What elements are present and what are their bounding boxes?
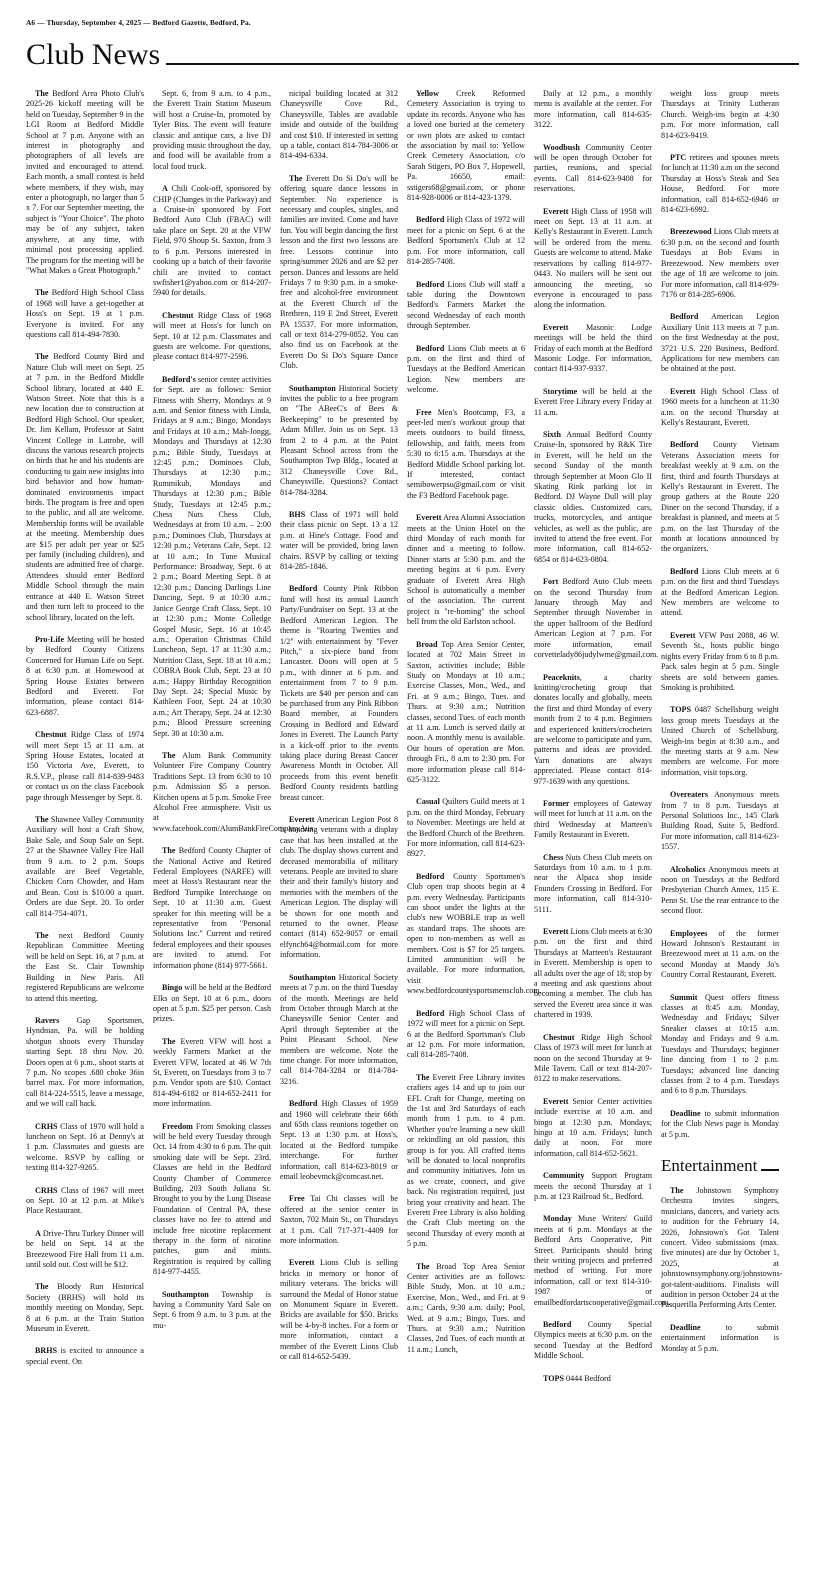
notice-text: Ridge Class of 1974 will meet Sept 15 at 11 a.m. at Spring House Estates, located at 150 Victoria Ave, Everett, to R.S.V.P., please call 814-839-9483 or contact us on the class Facebook page through Messenger by Sept. 8. — [26, 730, 144, 802]
notice-text: Chili Cook-off, sponsored by CHIP (Changes in the Parkway) and a Cruise-in sponsored by Fort Bedford Auto Club (FBAC) will take place on Sept. 20 at the VFW Field, 970 Shoup St. Saxton, from 3 to 6 p.m. Persons interested in cooking up a batch of their favorite chili are invited to contact swfisher1@yahoo.com or 814-207-5940 for details. — [153, 184, 271, 298]
entertainment-title: Entertainment — [661, 1155, 758, 1175]
club-notice — [661, 631, 779, 693]
club-notice — [26, 1016, 144, 1110]
notice-lead: Storytime — [543, 386, 578, 396]
notice-lead: The — [289, 173, 303, 183]
notice-lead: Bingo — [162, 983, 183, 993]
notice-text: Quilters Guild meets at 1 p.m. on the third Monday, February to November. Meetings are held at the Bedford Church of the Brethren. For more information, call 814-623-8927. — [407, 797, 525, 859]
club-notice — [407, 344, 525, 396]
notice-text: Creek Reformed Cemetery Association is trying to update its records. Anyone who has a loved one buried at the cemetery or own plots are asked to contact the association by mail to: Yellow Creek Cemetery Association, c/o Sarah Stigers, PO Box 7, Hopewell, Pa. 16650, email: sstigers68@gmail.com, or phone 814-928-0006 or 814-423-1379. — [407, 89, 525, 203]
notice-text: American Legion Auxiliary Unit 113 meets at 7 p.m. on the first Wednesday at the post, 3721 U.S. 220 Business, Bedford. Applications for new members can be obtained at the post. — [661, 312, 779, 374]
notice-lead: The — [162, 846, 176, 856]
club-notice — [534, 853, 652, 915]
notice-lead: Former — [543, 798, 570, 808]
club-notice — [26, 288, 144, 340]
notice-text: 0444 Bedford — [564, 1373, 611, 1383]
notice-lead: Woodbush — [543, 142, 580, 152]
notice-lead: The — [162, 750, 176, 760]
notice-lead: TOPS — [543, 1373, 564, 1383]
club-notice — [26, 89, 144, 276]
club-notice — [661, 1323, 779, 1354]
notice-lead: Chestnut — [162, 310, 194, 320]
notice-text: From Smoking classes will be held every Tuesday through Oct. 14 from 4:30 to 6 p.m. The quit smoking date will be Sept. 23rd. Classes are held in the Bedford County Chamber of Commerce Building, 203 South Juliana St. Brought to you by the Lung Disease Foundation of Central PA, these classes have no fee to attend and include free nicotine replacement therapy in the form of nicotine patches, gum and mints. Registration is required by calling 814-977-4455. — [153, 1121, 271, 1277]
notice-lead: CRHS — [35, 1185, 58, 1195]
notice-text: Bedford Area Photo Club's 2025-26 kickoff meeting will be held on Tuesday, September 9 in the LGI Room at Bedford Middle School at 7 p.m. Anyone with an interest in photography and photographers of all levels are invited and encouraged to attend. Each month, a small contest is held where members, if they wish, may enter a photograph, no larger than 5 x 7. For our September meeting, the subject is "Your Choice". The photo may be of any subject, taken anywhere, at any time, with minimal post processing applied. The program for the meeting will be "What Makes a Great Photograph." — [26, 89, 144, 275]
club-notice — [26, 730, 144, 803]
notice-lead: Southampton — [289, 383, 336, 393]
notice-text: Tai Chi classes will be offered at the senior center in Saxton, 702 Main St., on Thursdays at 1 p.m. Call 717-371-4409 for more information. — [280, 1194, 398, 1246]
notice-lead: A — [162, 184, 168, 194]
notice-text: is excited to announce a special event. On — [26, 1346, 144, 1366]
notice-text: Lions Club meets at 6 p.m. on the first and third of Tuesdays at the Bedford American Legion. New members are welcome. — [407, 343, 525, 395]
club-notice — [153, 89, 271, 172]
notice-text: Historical Society meets at 7 p.m. on the third Tuesday of the month. Meetings are held from October through March at the Chaneysville Senior Center and April through September at the Point Pleasant School. New members are welcome. Note the time change. For more information, call 814-784-3284 or 814-784-3216. — [280, 972, 398, 1086]
notice-text: employees of Gateway will meet for lunch at 11 a.m. on the third Wednesday at Marteen's Family Restaurant in Everett. — [534, 798, 652, 840]
notice-lead: BHS — [289, 510, 306, 520]
club-notice — [661, 929, 779, 981]
notice-text: High Classes of 1959 and 1960 will celebrate their 66th and 65th class reunions together on Sept. 13 at 1:30 p.m. at Hoss's, located at the Bedford turnpike interchange. For further information, call 814-623-8019 or email leobevmck@comcast.net. — [280, 1099, 398, 1181]
notice-lead: Bedford — [670, 312, 699, 322]
notice-lead: The — [35, 352, 49, 362]
notice-text: of the former Howard Johnson's Restaurant in Breezewood meet at 11 a.m. on the second Monday at Mandy Jo's Country Corral Restaurant, Everett. — [661, 928, 779, 980]
club-notice — [534, 207, 652, 311]
notice-lead: Monday — [543, 1214, 572, 1224]
club-notice — [661, 1185, 783, 1311]
club-notice — [153, 1037, 271, 1110]
notice-lead: Southampton — [289, 972, 336, 982]
notice-lead: Sixth — [543, 429, 561, 439]
notice-lead: A — [35, 1228, 41, 1238]
notice-text: Meeting will be hosted by Bedford County Citizens Concerned for Human Life on Sept. 8 at 6:30 p.m. at Homewood at Spring House Estates between Bedford and Everett. For information, please contact 814-623-6887. — [26, 634, 144, 717]
notice-lead: Yellow — [416, 89, 439, 98]
notice-lead: TOPS — [670, 705, 691, 715]
notice-lead: Chess — [543, 852, 564, 862]
club-notice — [153, 375, 271, 739]
notice-lead: Bedford — [416, 1008, 445, 1018]
club-notice — [153, 846, 271, 971]
notice-lead: Everett — [543, 927, 569, 937]
notice-lead: Breezewood — [670, 227, 712, 237]
notice-text: Class of 1970 will hold a luncheon on Sept. 16 at Denny's at 1 p.m. Classmates and guests are welcome. RSVP by calling or texting 814-327-9265. — [26, 1121, 144, 1173]
notice-text: Nuts Chess Club meets on Saturdays from 10 a.m. to 1 p.m. near the Alpaca shop inside Founders Crossing in Bedford. For more information, call 814-310-5111. — [534, 852, 652, 914]
club-notice — [26, 815, 144, 919]
notice-lead: Everett — [543, 322, 569, 332]
notice-lead: Free — [416, 407, 432, 417]
column-5 — [534, 89, 671, 1583]
club-notice — [661, 865, 779, 917]
club-notice — [661, 790, 779, 852]
club-notice — [534, 1214, 671, 1308]
club-notice — [407, 513, 525, 627]
club-notice — [661, 440, 779, 554]
notice-lead: BRHS — [35, 1346, 58, 1356]
notice-text: weight loss group meets Thursdays at Trinity Lutheran Church. Weigh-ins begin at 4:30 p.m. For more information, call 814-623-9419. — [661, 89, 779, 140]
club-notice — [534, 1374, 652, 1384]
club-notice — [534, 577, 659, 660]
notice-lead: Everett — [289, 815, 315, 824]
club-notice — [407, 640, 525, 786]
notice-lead: Bedford — [670, 440, 699, 450]
notice-text: Lions Club will staff a table during the Downtown Bedford's Farmers Market the second Wednesday of each month through September. — [407, 279, 525, 331]
entertainment-header — [661, 1156, 779, 1176]
notice-text: Senior Center activities include exercise at 10 a.m. and bingo at 12:30 p.m. Mondays; bingo at 10 a.m. Fridays; lunch daily at noon. For more information, call 814-652-5621. — [534, 1096, 652, 1158]
notice-lead: Bedford — [416, 215, 445, 225]
notice-text: Bedford High School Class of 1968 will have a get-together at Hoss's on Sept. 19 at 1 p.m. Everyone is invited. For any questions call 814-494-7830. — [26, 288, 144, 339]
notice-text: Alum Bank Community Volunteer Fire Company Country Traditions Sept. 13 from 6:30 to 10 p.m. Admission $5 a person. Kitchen opens at 5 p.m. Smoke Free Alcohol Free atmosphere. Visit us at www.facebook.com/AlumBankFireCompanyAux. — [153, 750, 316, 833]
club-notice — [661, 227, 779, 300]
club-notice — [153, 184, 271, 298]
club-notice — [534, 430, 652, 565]
club-notice — [534, 927, 652, 1021]
notice-lead: The — [162, 1036, 176, 1046]
club-notice — [153, 1122, 271, 1278]
club-notice — [280, 584, 398, 803]
notice-lead: Casual — [416, 797, 440, 807]
notice-text: will be held at the Everett Free Library every Friday at 11 a.m. — [534, 386, 652, 417]
club-notice — [26, 1282, 144, 1334]
notice-lead: The — [35, 288, 49, 298]
notice-text: , a charity knitting/crocheting group that donates locally and globally, meets the first and third Monday of every month from 2 to 4 p.m. Beginners and experienced knitters/crocheters are welcome to participate and yarn, patterns and ideas are provided. Yarn donations are always appreciated. Please contact 814-977-1639 with any questions. — [534, 672, 652, 786]
notice-text: County Pink Ribbon fund will host its annual Launch Party/Fundraiser on Sept. 13 at the Bedford American Legion. The theme is "Roaring Twenties and 1/2" with entertainment by "Fever Pitch," a six-piece band from Lancaster. Doors will open at 5 p.m., with dinner at 6 p.m. and entertainment from 7 to 9 p.m. Tickets are $40 per person and can be purchased from any Pink Ribbon Board member, at Founders Crossing in Bedford and Edward Jones in Everett. The Launch Party is a kick-off prior to the events taking place during Breast Cancer Awareness Month in October. All proceeds from this event benefit Bedford County residents battling breast cancer. — [280, 584, 398, 802]
notice-text: Bedford County Chapter of the National Active and Retired Federal Employees (NARFE) will meet at Hoss's Restaurant near the Bedford Turnpike Interchange on Sept. 10 at 11:30 a.m. Guest speaker for this meeting will be a representative from "Personal Solutions Inc." Current and retired federal employees and their spouses are invited to attend. For information phone (814) 977-5661. — [153, 846, 271, 970]
section-header — [26, 31, 799, 71]
notice-lead: Bedford's — [162, 374, 196, 384]
notice-lead: Alcoholics — [670, 864, 706, 874]
notice-lead: Free — [289, 1194, 305, 1204]
notice-text: Historical Society invites the public to a free program on "The ABeeC's of Bees & Beekeeping" to be presented by Adam Miller. Join us on Sept. 13 from 2 to 4 p.m. at the Point Pleasant School across from the Southampton Twp Bldg., located at 312 Chaneysville Cove Rd., Chaneysville. Questions? Contact 814-784-3284. — [280, 383, 398, 497]
notice-text: Anonymous meets at noon on Tuesdays at the Bedford Presbyterian Church Annex, 115 E. Penn St. Use the rear entrance to the second floor. — [661, 864, 779, 916]
notice-text: High School Class of 1960 meets for a luncheon at 11:30 a.m. on the second Thursday at Kelly's Restaurant, Everett. — [661, 386, 779, 427]
notice-lead: Fort — [543, 577, 559, 587]
club-notice — [661, 567, 779, 619]
club-notice — [534, 1171, 652, 1202]
club-notice — [153, 1290, 271, 1332]
notice-text: High Class of 1972 will meet for a picnic on Sept. 6 at the Bedford Sportsmen's Club at 12 p.m. For more information, call 814-285-7408. — [407, 215, 525, 267]
notice-lead: The — [35, 1282, 49, 1292]
notice-lead: Bedford — [416, 871, 445, 881]
notice-text: Lions Club meets at 6 p.m. on the first and third Tuesdays at the Bedford American Legion. New members are welcome to attend. — [661, 566, 779, 618]
notice-lead: PTC — [670, 153, 687, 163]
notice-lead: Bedford — [416, 279, 445, 289]
column-3 — [280, 89, 398, 1583]
notice-text: Bedford County Bird and Nature Club will meet on Sept. 25 at 7 p.m. in the Bedford Middle School library, located at 440 E. Watson Street. Note that this is a new location due to construction at Bedford High School. Our speaker, Dr. Jim Kellam, Professor at Saint Vincent College in Latrobe, will discuss the various research projects on birds that he and his students are conducting to gain new insights into bird behavior and how human-dominated environments impact birds. The program is free and open to the public, and all are welcome. Membership forms will be available at the meeting. Membership dues are $15 per adult per year or $25 per family (including children), and students are admitted free of charge. Attendees should enter Bedford Middle School through the main entrance at 440 E. Watson Street and then turn left to proceed to the school library, located on the left. — [26, 352, 144, 622]
club-notice — [26, 635, 144, 718]
notice-text: Shawnee Valley Community Auxiliary will host a Craft Show, Bake Sale, and Soup Sale on Sept. 27 at the Shawnee Valley Fire Hall from 9 a.m. to 2 p.m. Soups available are Beef Vegetable, Chicken Corn Chowder, and Ham and Bean. Cost is $10.00 a quart. Orders are due Sept. 20. To order call 814-754-4071. — [26, 815, 144, 918]
club-notice — [534, 799, 652, 841]
notice-text: County Vietnam Veterans Association meets for breakfast weekly at 9 a.m. on the first, third and fourth Thursdays at Kelly's Restaurant in Everett. The group gathers at the Route 220 Diner on the second Thursday, if a breakfast is planned, and meets at 5 p.m. on the last Thursday of the month at locations announced by the organizers. — [661, 440, 779, 554]
notice-text: Johnstown Symphony Orchestra invites singers, musicians, dancers, and variety acts to audition for the February 14, 2026, Johnstown's Got Talent concert. Video submissions (max. five minutes) are due by October 1, 2025, at johnstownsymphony.org/johnstowns-got-talent-auditions. Finalists will audition in person October 24 at the Pasquerilla Performing Arts Center. — [661, 1185, 783, 1310]
notice-lead: Community — [543, 1171, 585, 1181]
club-notice — [280, 1099, 398, 1182]
column-1 — [26, 89, 144, 1583]
club-notice — [661, 993, 779, 1097]
entertainment-rule — [761, 1169, 779, 1171]
notice-text: Everett Do Si Do's will be offering square dance lessons in September. No experience is necessary and couples, singles, and families are invited. Come and have fun. You will begin dancing the first lesson and the first two lessons are free. Lessons continue into spring/summer 2026 and are $2 per person. Dances and lessons are held Fridays 7 to 9:30 p.m. in a smoke-free and alcohol-free environment at the Everett Church of the Brethren, 119 E 2nd Street, Everett PA 15537. For more information, call or text 814-279-0852. You can also find us on Facebook at the Everett Do Si Do's Square Dance Club. — [280, 173, 398, 371]
notice-text: Bloody Run Historical Society (BRHS) will hold its monthly meeting on Monday, Sept. 8 at 6 p.m. at the Train Station Museum in Everett. — [26, 1282, 144, 1334]
notice-text: next Bedford County Republican Committee Meeting will be held on Sept. 16, at 7 p.m. at the East St. Clair Township Building in New Paris. All registered Republicans are welcome to attend this meeting. — [26, 931, 144, 1003]
club-notice — [661, 1109, 779, 1140]
notice-lead: The — [35, 815, 49, 824]
notice-text: County Special Olympics meets at 6:30 p.m. on the second Tuesday at the Bedford Middle School. — [534, 1320, 652, 1361]
notice-text: Everett Free Library invites crafters ages 14 and up to join our EFL Craft for Change, meeting on the 1st and 3rd Saturdays of each month from 1 p.m. to 4 p.m. Whether you're learning a new skill or rekindling an old passion, this group is for you. All crafted items will be donated to local nonprofits and community initiatives. Join us as we create, connect, and give back. No registration required, just bring your creativity and heart. The Everett Free Library is also holding the Craft Club meeting on the second Thursday of every month at 5 p.m. — [407, 1072, 525, 1249]
club-notice — [661, 312, 779, 374]
notice-lead: Employees — [670, 928, 708, 938]
notice-lead: Deadline — [670, 1108, 701, 1118]
notice-text: Drive-Thru Turkey Dinner will be held on Sept. 14 at the Breezewood Fire Hall from 11 a.m. until sold out. Cost will be $12. — [26, 1228, 144, 1270]
notice-lead: Bedford — [289, 1099, 318, 1109]
club-notice — [534, 387, 652, 418]
club-notice — [407, 1009, 525, 1061]
notice-text: senior center activities for Sept. are as follows: Senior Fitness with Sherry, Mondays at 9 a.m. and Senior fitness with Linda, Fridays at 9 a.m.; Bingo, Mondays and Fridays at 10 a.m.; Mah-Jongg, Mondays and Thursdays at 12:30 p.m.; Bible Study, Tuesdays at 12:45 p.m.; Dominoes Club, Thursdays at 12:30 p.m.; Rummikub, Mondays and Thursdays at 12:30 p.m.; Bible Study, Tuesdays at 12:45 p.m.; Chess Nuts Chess Club, Wednesdays at from 10 a.m. – 2:00 p.m.; Dominoes Club, Thursdays at 12:30 p.m.; Veterans Cafe, Sept. 12 at 10 a.m.; In Tune Musical Performance: Broadway, Sept. 6 at 2 p.m.; Board Meeting Sept. 8 at 12:30 p.m.; Dancing Darlings Line Dancing, Sept. 9 at 10:30 a.m.; Janice George Craft Class, Sept. 10 at 12:30 p.m.; Monte Colledge Gospel Music, Sept. 16 at 10:45 a.m.; Operation Christmas Child Luncheon, Sept. 17 at 11:30 a.m.; Nutrition Class, Sept. 18 at 10 a.m.; COBRA Book Club, Sept. 23 at 10 a.m.; Happy Birthday Recognition Day Sept. 24; Special Music by Kathleen Foor, Sept. 24 at 10:30 a.m.; Art Therapy, Sept. 24 at 12:30 p.m.; Blood Pressure screening Sept. 30 at 10:30 a.m. — [153, 374, 271, 738]
notice-text: Men's Bootcamp, F3, a peer-led men's workout group that meets outdoors to build fitness, fellowship, and faith, meets from 5:30 to 6:15 a.m. Thursdays at the Bedford Middle School parking lot. If interested, contact semibowerpsu@gmail.com or visit the F3 Bedford Facebook page. — [407, 407, 525, 500]
notice-text: Ridge High School Class of 1973 will meet for lunch at noon on the second Thursday at 9-Mile Tavern. Call or text 814-207-8122 to make reservations. — [534, 1032, 652, 1084]
club-notice — [661, 89, 779, 141]
notice-text: Lions Club is selling bricks in memory or honor of military veterans. The bricks will surround the Medal of Honor statue on Monument Square in Everett. Bricks are available for $50. Bricks will be 4-by-8 inches. For a form or more information, contact a member of the Everett Lions Club or call 814-652-5439. — [280, 1258, 398, 1362]
notice-lead: Overeaters — [670, 790, 709, 800]
notice-lead: Bedford — [416, 343, 445, 353]
club-notice — [26, 931, 144, 1004]
club-notice — [534, 1320, 652, 1362]
notice-lead: Everett — [416, 513, 442, 523]
club-notice — [407, 280, 525, 332]
notice-lead: The — [670, 1185, 684, 1195]
notice-text: Community Center will be open through October for parties, reunions, and special events. Call 814-623-9408 for reservations. — [534, 142, 652, 194]
notice-lead: Everett — [289, 1258, 315, 1268]
notice-lead: Southampton — [162, 1289, 209, 1299]
club-notice — [280, 510, 398, 572]
notice-text: Ridge Class of 1968 will meet at Hoss's for lunch on Sept. 10 at 12 p.m. Classmates and guests are welcome. For questions, please contact 814-977-2596. — [153, 310, 271, 362]
notice-text: retirees and spouses meets for lunch at 11:30 a.m on the second Thursday at Hoss's Steak and Sea House, Bedford. For more information, call 814-652-6946 or 814-623-6992. — [661, 153, 779, 215]
notice-lead: Everett — [670, 630, 696, 640]
notice-text: nicipal building located at 312 Chaneysville Cove Rd., Chaneysville. Tables are available inside and outside of the building and cost $10. If interested in setting up a table, contact 814-784-3006 or 814-494-6334. — [280, 89, 398, 161]
notice-text: Lions Club meets at 6:30 p.m. on the first and third Thursdays at Marteen's Restaurant in Everett. Membership is open to all adults over the age of 18; stop by a meeting and ask questions about becoming a member. The club has served the Everett area since it was chartered in 1939. — [534, 927, 652, 1020]
club-notice — [534, 323, 652, 375]
club-notice — [153, 983, 271, 1025]
notice-text: to submit entertainment information is Monday at 5 p.m. — [661, 1322, 779, 1353]
club-notice — [280, 1258, 398, 1362]
notice-text: to submit information for the Club News page is Monday at 5 p.m. — [661, 1108, 779, 1139]
notice-text: Bedford Auto Club meets on the second Thursday from January through May and September through November in the upper ballroom of the Bedford American Legion at 7 p.m. For more information, email corvettelady86judylwme@gmail.com. — [534, 577, 659, 660]
notice-lead: Broad — [416, 639, 438, 649]
club-notice — [280, 384, 398, 498]
notice-lead: Everett — [543, 206, 569, 216]
notice-lead: Freedom — [162, 1121, 193, 1131]
notice-lead: Chestnut — [35, 730, 67, 740]
notice-text: Lions Club meets at 6:30 p.m. on the second and fourth Tuesdays at Bob Evans in Breezewood. New members over the age of 18 are welcome to join. For more information, call 814-979-7176 or 814-285-6906. — [661, 227, 779, 299]
club-notice — [280, 815, 398, 961]
notice-lead: CRHS — [35, 1121, 58, 1131]
title-rule — [166, 63, 799, 65]
notice-text: High School Class of 1972 will meet for a picnic on Sept. 6 at the Bedford Sportsman's Club at 12 p.m. For more information, call 814-285-7408. — [407, 1008, 525, 1060]
club-notice — [407, 215, 525, 267]
notice-lead: Summit — [670, 992, 698, 1002]
club-notice — [26, 1346, 144, 1367]
club-notice — [534, 1097, 652, 1159]
notice-text: High Class of 1958 will meet on Sept. 13 at 11 a.m. at Kelly's Restaurant in Everett. Lunch will be ordered from the menu. Guests are welcome to attend. Make reservations by calling 814-977-0443. No mailers will be sent out announcing the meeting, so everyone is encouraged to pass along the information. — [534, 206, 652, 310]
notice-text: Area Alumni Association meets at the Union Hotel on the third Monday of each month for dinner and a meeting to follow. Dinner starts at 5:30 p.m. and the meeting begins at 6 p.m. Every graduate of Everett Area High School is automatically a member of the association. The current project is "re-homing" the school bell from the old Earlston school. — [407, 513, 525, 627]
notice-lead: Pro-Life — [35, 634, 65, 644]
notice-lead: Peaceknits — [543, 672, 580, 682]
notice-text: Support Program meets the second Thursday at 1 p.m. at 123 Railroad St., Bedford. — [534, 1171, 652, 1201]
club-notice — [407, 797, 525, 859]
club-notice — [407, 408, 525, 502]
notice-text: Masonic Lodge meetings will be held the third Friday of each month at the Bedford Masonic Lodge. For information, contact 814-937-9337. — [534, 322, 652, 374]
club-notice — [153, 311, 271, 363]
notice-text: Sept. 6, from 9 a.m. to 4 p.m., the Everett Train Station Museum will host a Cruise-In, promoted by Tyler Biss. The event will feature classic and antique cars, a live DJ providing music throughout the day, and food will be available from a local food truck. — [153, 89, 271, 171]
club-notice — [26, 1122, 144, 1174]
club-notice — [534, 143, 652, 195]
notice-text: Anonymous meets from 7 to 8 p.m. Tuesdays at Personal Solutions Inc., 145 Clark Building Road, Suite 5, Bedford. For more information, call 814-623-1557. — [661, 790, 779, 852]
page-folio: A6 — Thursday, September 4, 2025 — Bedford Gazette, Bedford, Pa. — [26, 18, 251, 27]
notice-text: County Sportsmen's Club open trap shoots begin at 4 p.m. every Wednesday. Participants can shoot under the lights at the club's new WOBBLE trap as well as standard traps. The shoots are open to non-members as well as members. Cost is $7 for 25 targets. Limited ammunition will be available. For more information, visit www.bedfordcountysportsmensclub.com. — [407, 871, 542, 996]
club-notice — [661, 705, 779, 778]
notice-text: VFW Post 2088, 46 W. Seventh St., hosts public bingo nights every Friday from 6 to 8 p.m. Pack sales begin at 5 p.m. Single sheets are sold between games. Smoking is prohibited. — [661, 630, 779, 692]
notice-lead: The — [416, 1261, 430, 1271]
notice-lead: Bedford — [670, 566, 699, 576]
notice-lead: Everett — [670, 386, 696, 396]
notice-lead: Deadline — [670, 1322, 701, 1332]
notice-lead: The — [416, 1072, 430, 1082]
notice-text: American Legion Post 8 is honoring veterans with a display case that has been installed at the club. The display shows current and deceased memorabilia of military veterans. People are invited to share their and their family's history and memories with the members of the American Legion. The display will be shown for one month and returned to the owner. Please contact (814) 652-9057 or email elfynch64@hotmail.com for more information. — [280, 815, 398, 960]
notice-text: Gap Sportsmen, Hyndman, Pa. will be holding shotgun shoots every Thursday starting Sept. 18 thru Nov. 20. Doors open at 6 p.m., shoot starts at 7 p.m. No scopes .680 choke 36in barrel max. For more information, call 814-224-5515, leave a message, and we will call back. — [26, 1015, 144, 1109]
notice-lead: Bedford — [289, 584, 318, 594]
club-notice — [661, 387, 779, 429]
club-notice — [26, 1229, 144, 1271]
column-6 — [661, 89, 783, 1583]
notice-lead: Bedford — [543, 1320, 572, 1330]
notice-lead: Everett — [543, 1096, 569, 1106]
notice-text: Township is having a Community Yard Sale on Sept. 6 from 9 a.m. to 3 p.m. at the mu- — [153, 1289, 271, 1330]
notice-text: Annual Bedford County Cruise-In, sponsored by R&K Tire in Everett, will be held on the second Sunday of the month through September at Moon Glo II Skating Rink parking lot in Bedford. DJ Wayne Dull will play classic oldies. Customized cars, trucks, motorcycles, and antique vehicles, as well as the public, are invited to attend the free event. For more information, call 814-652-6854 or 814-623-0804. — [534, 429, 652, 564]
club-notice — [534, 673, 652, 787]
club-notice — [661, 153, 779, 215]
notice-text: Class of 1967 will meet on Sept. 10 at 12 p.m. at Mike's Place Restaurant. — [26, 1185, 144, 1216]
club-notice — [280, 1194, 398, 1246]
notice-text: Everett VFW will host a weekly Farmers Market at the Everett VFW, located at 46 W 7th St, Everett, on Tuesdays from 3 to 7 p.m. Vendor spots are $10. Contact 814-494-6182 or 814-652-2411 for more information. — [153, 1036, 271, 1109]
club-notice — [26, 352, 144, 623]
club-notice — [534, 89, 652, 131]
article-columns — [26, 89, 799, 1583]
club-notice — [407, 1073, 525, 1250]
notice-text: Muse Writers' Guild meets at 6 p.m. Mondays at the Bedford Arts Cooperative, Pitt Street. Participants should bring their writing projects and preferred method of writing. For more information, call or text 814-310-1987 or emailbedfordartscooperative@gmail.com. — [534, 1214, 671, 1307]
notice-lead: The — [35, 89, 49, 98]
notice-text: Quest offers fitness classes at 8:45 a.m. Monday, Wednesday and Fridays; Silver Sneaker classes at 10:15 a.m. Monday and Fridays and 9 a.m. Tuesdays and Thursdays; beginner line dancing from 1 to 2 p.m. Tuesdays; advanced line dancing classes from 2 to 4 p.m. Tuesdays and 6 to 8 p.m. Thursdays. — [661, 992, 779, 1096]
notice-lead: The — [35, 931, 49, 941]
club-notice — [280, 973, 398, 1087]
notice-text: will be held at the Bedford Elks on Sept. 10 at 6 p.m., doors open at 5 p.m. $25 per person. Cash prizes. — [153, 983, 271, 1024]
club-notice — [407, 89, 525, 203]
club-notice — [26, 1186, 144, 1217]
notice-lead: Ravers — [35, 1015, 60, 1025]
club-notice — [280, 174, 398, 372]
notice-lead: Chestnut — [543, 1032, 575, 1042]
club-notice — [534, 1033, 652, 1085]
notice-text: 0487 Schellsburg weight loss group meets Tuesdays at the United Church of Schellsburg. Weigh-ins begin at 8:30 a.m., and the meeting starts at 9 a.m. New members are welcome. For more information, visit tops.org. — [661, 705, 779, 777]
notice-text: Daily at 12 p.m., a monthly menu is available at the center. For more information, call 814-635-3122. — [534, 89, 652, 130]
club-notice — [280, 89, 398, 162]
column-4 — [407, 89, 542, 1583]
notice-text: Class of 1971 will hold their class picnic on Sept. 13 a 12 p.m. at Hine's Cottage. Food and water will be provided, bring lawn chairs. RSVP by calling or texting 814-285-1846. — [280, 510, 398, 572]
section-title: Club News — [26, 38, 161, 71]
club-notice — [407, 1262, 525, 1356]
notice-text: Broad Top Area Senior Center activities are as follows: Bible Study, Mon. at 10 a.m.; Exercise, Mon., Wed., and Fri. at 9 a.m.; Cards, 9:30 a.m. daily; Pool, Wed. at 9 a.m.; Bingo, Tues. and Thurs. at 9:30 a.m.; Nutrition Classes, 2nd Tues. of each month at 11 a.m.; Lunch, — [407, 1261, 525, 1354]
notice-text: Top Area Senior Center, located at 702 Main Street in Saxton, activities include; Bible Study on Mondays at 10 a.m.; Exercise Classes, Mon., Wed., and Fri. at 9 a.m.; Bingo, Tues. and Thurs. at 9:30 a.m.; Nutrition classes, second Tues. of each month at 11 a.m. Lunch is served daily at noon. A monthly menu is available. Our hours of operation are Mon. through Fri., 8 a.m to 2:30 pm. For more information please call 814-625-3122. — [407, 639, 525, 784]
club-notice — [407, 871, 542, 997]
